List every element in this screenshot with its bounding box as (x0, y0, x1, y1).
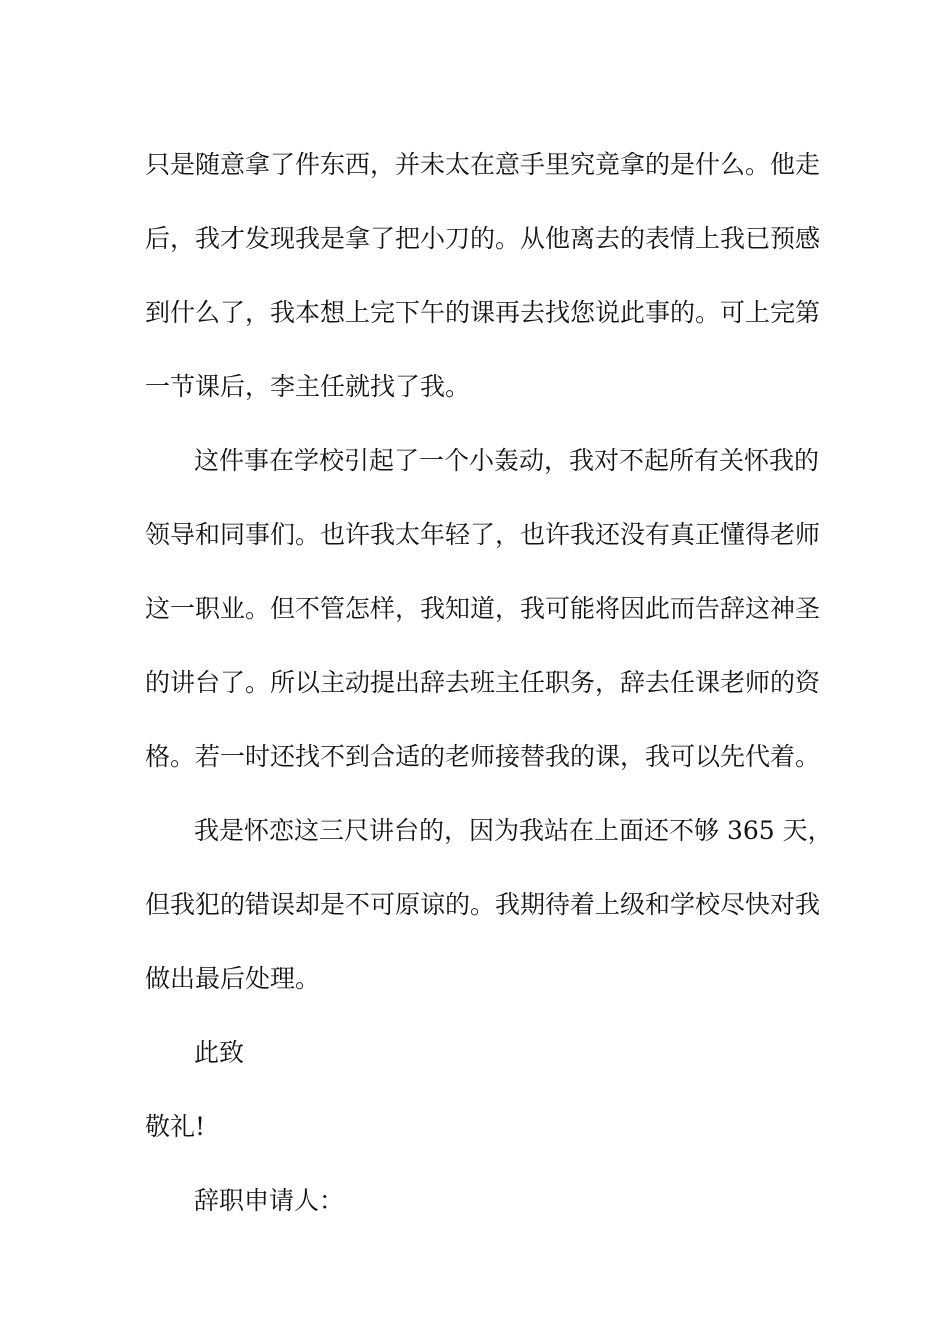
text-line: 敬礼! (145, 1112, 206, 1141)
text-line: 只是随意拿了件东西，并未太在意手里究竟拿的是什么。他走 (145, 150, 821, 179)
text-line: 辞职申请人： (194, 1186, 345, 1215)
text-line: 后，我才发现我是拿了把小刀的。从他离去的表情上我已预感 (145, 224, 821, 253)
text-line: 到什么了，我本想上完下午的课再去找您说此事的。可上完第 (145, 298, 821, 327)
text-line: 格。若一时还找不到合适的老师接替我的课，我可以先代着。 (145, 742, 821, 771)
text-line: 这一职业。但不管怎样，我知道，我可能将因此而告辞这神圣 (145, 594, 821, 623)
paragraph-incident (145, 128, 821, 424)
text-line: 做出最后处理。 (145, 964, 321, 993)
signature-line (145, 1164, 810, 1238)
paragraph-apology (145, 424, 821, 794)
paragraph-request (145, 794, 833, 1016)
letter-body (145, 128, 833, 1238)
text-line: 这件事在学校引起了一个小轰动，我对不起所有关怀我的 (194, 446, 820, 475)
text-line: 我是怀恋这三尺讲台的，因为我站在上面还不够 365 天， (194, 816, 833, 845)
text-line: 的讲台了。所以主动提出辞去班主任职务，辞去任课老师的资 (145, 668, 821, 697)
text-line: 此致 (194, 1038, 245, 1067)
closing-regards (145, 1090, 810, 1164)
closing-salutation (145, 1016, 810, 1090)
text-line: 一节课后，李主任就找了我。 (145, 372, 471, 401)
text-line: 但我犯的错误却是不可原谅的。我期待着上级和学校尽快对我 (145, 890, 821, 919)
text-line: 领导和同事们。也许我太年轻了，也许我还没有真正懂得老师 (145, 520, 821, 549)
